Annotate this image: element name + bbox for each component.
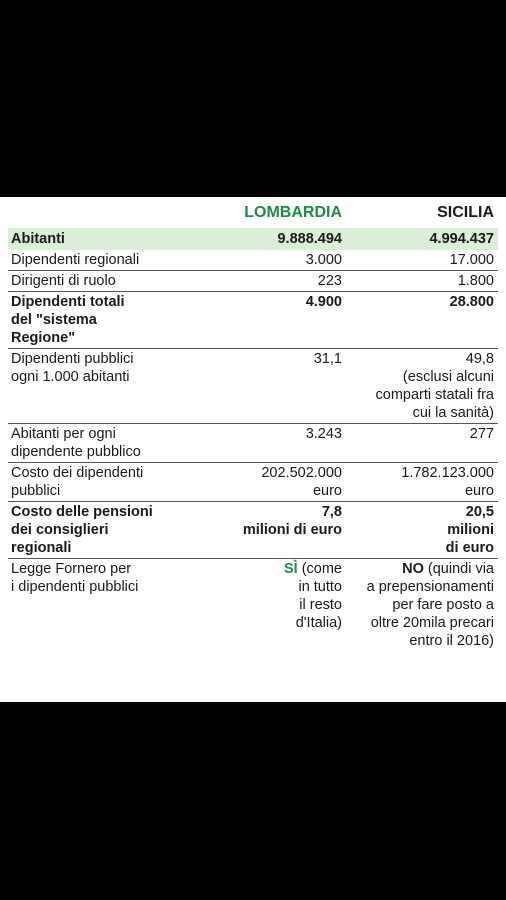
table-row bbox=[8, 349, 498, 424]
row-label: Costo delle pensioni dei consiglieri regionali bbox=[8, 502, 202, 559]
lombardia-value bbox=[202, 559, 346, 652]
sicilia-answer: NO bbox=[402, 561, 424, 577]
row-label: Dirigenti di ruolo bbox=[8, 271, 202, 292]
sicilia-value: 4.994.437 bbox=[346, 228, 498, 250]
row-label: Dipendenti regionali bbox=[8, 250, 202, 271]
lombardia-value: 31,1 bbox=[202, 349, 346, 424]
table-row bbox=[8, 250, 498, 271]
lombardia-value: 9.888.494 bbox=[202, 228, 346, 250]
lombardia-value: 3.000 bbox=[202, 250, 346, 271]
sicilia-value: 277 bbox=[346, 424, 498, 463]
comparison-sheet bbox=[0, 197, 506, 702]
row-label: Dipendenti pubblici ogni 1.000 abitanti bbox=[8, 349, 202, 424]
table-row bbox=[8, 292, 498, 349]
table-row bbox=[8, 502, 498, 559]
table-header-row bbox=[8, 197, 498, 228]
row-label: Dipendenti totali del "sistema Regione" bbox=[8, 292, 202, 349]
sicilia-value bbox=[346, 559, 498, 652]
table-row bbox=[8, 424, 498, 463]
lombardia-value: 223 bbox=[202, 271, 346, 292]
row-label: Costo dei dipendenti pubblici bbox=[8, 463, 202, 502]
lombardia-note: (come in tutto il resto d'Italia) bbox=[295, 561, 342, 631]
header-sicilia: SICILIA bbox=[437, 204, 494, 221]
sicilia-value: 49,8 (esclusi alcuni comparti statali fra cui la sanità) bbox=[346, 349, 498, 424]
lombardia-value: 202.502.000 euro bbox=[202, 463, 346, 502]
sicilia-value: 1.800 bbox=[346, 271, 498, 292]
table-row bbox=[8, 271, 498, 292]
sicilia-value: 28.800 bbox=[346, 292, 498, 349]
header-lombardia: LOMBARDIA bbox=[244, 204, 342, 221]
table-row bbox=[8, 228, 498, 250]
sicilia-value: 17.000 bbox=[346, 250, 498, 271]
header-blank bbox=[8, 197, 202, 228]
sicilia-note: (quindi via a prepensionamenti per fare posto a oltre 20mila precari entro il 2016) bbox=[366, 561, 494, 649]
table-row bbox=[8, 463, 498, 502]
comparison-table bbox=[8, 197, 498, 651]
row-label: Abitanti per ogni dipendente pubblico bbox=[8, 424, 202, 463]
sicilia-value: 1.782.123.000 euro bbox=[346, 463, 498, 502]
lombardia-value: 4.900 bbox=[202, 292, 346, 349]
sicilia-value: 20,5 milioni di euro bbox=[346, 502, 498, 559]
table-row bbox=[8, 559, 498, 652]
row-label: Legge Fornero per i dipendenti pubblici bbox=[11, 561, 139, 595]
lombardia-value: 3.243 bbox=[202, 424, 346, 463]
lombardia-answer: SÌ bbox=[283, 561, 298, 577]
row-label: Abitanti bbox=[8, 228, 202, 250]
lombardia-value: 7,8 milioni di euro bbox=[202, 502, 346, 559]
